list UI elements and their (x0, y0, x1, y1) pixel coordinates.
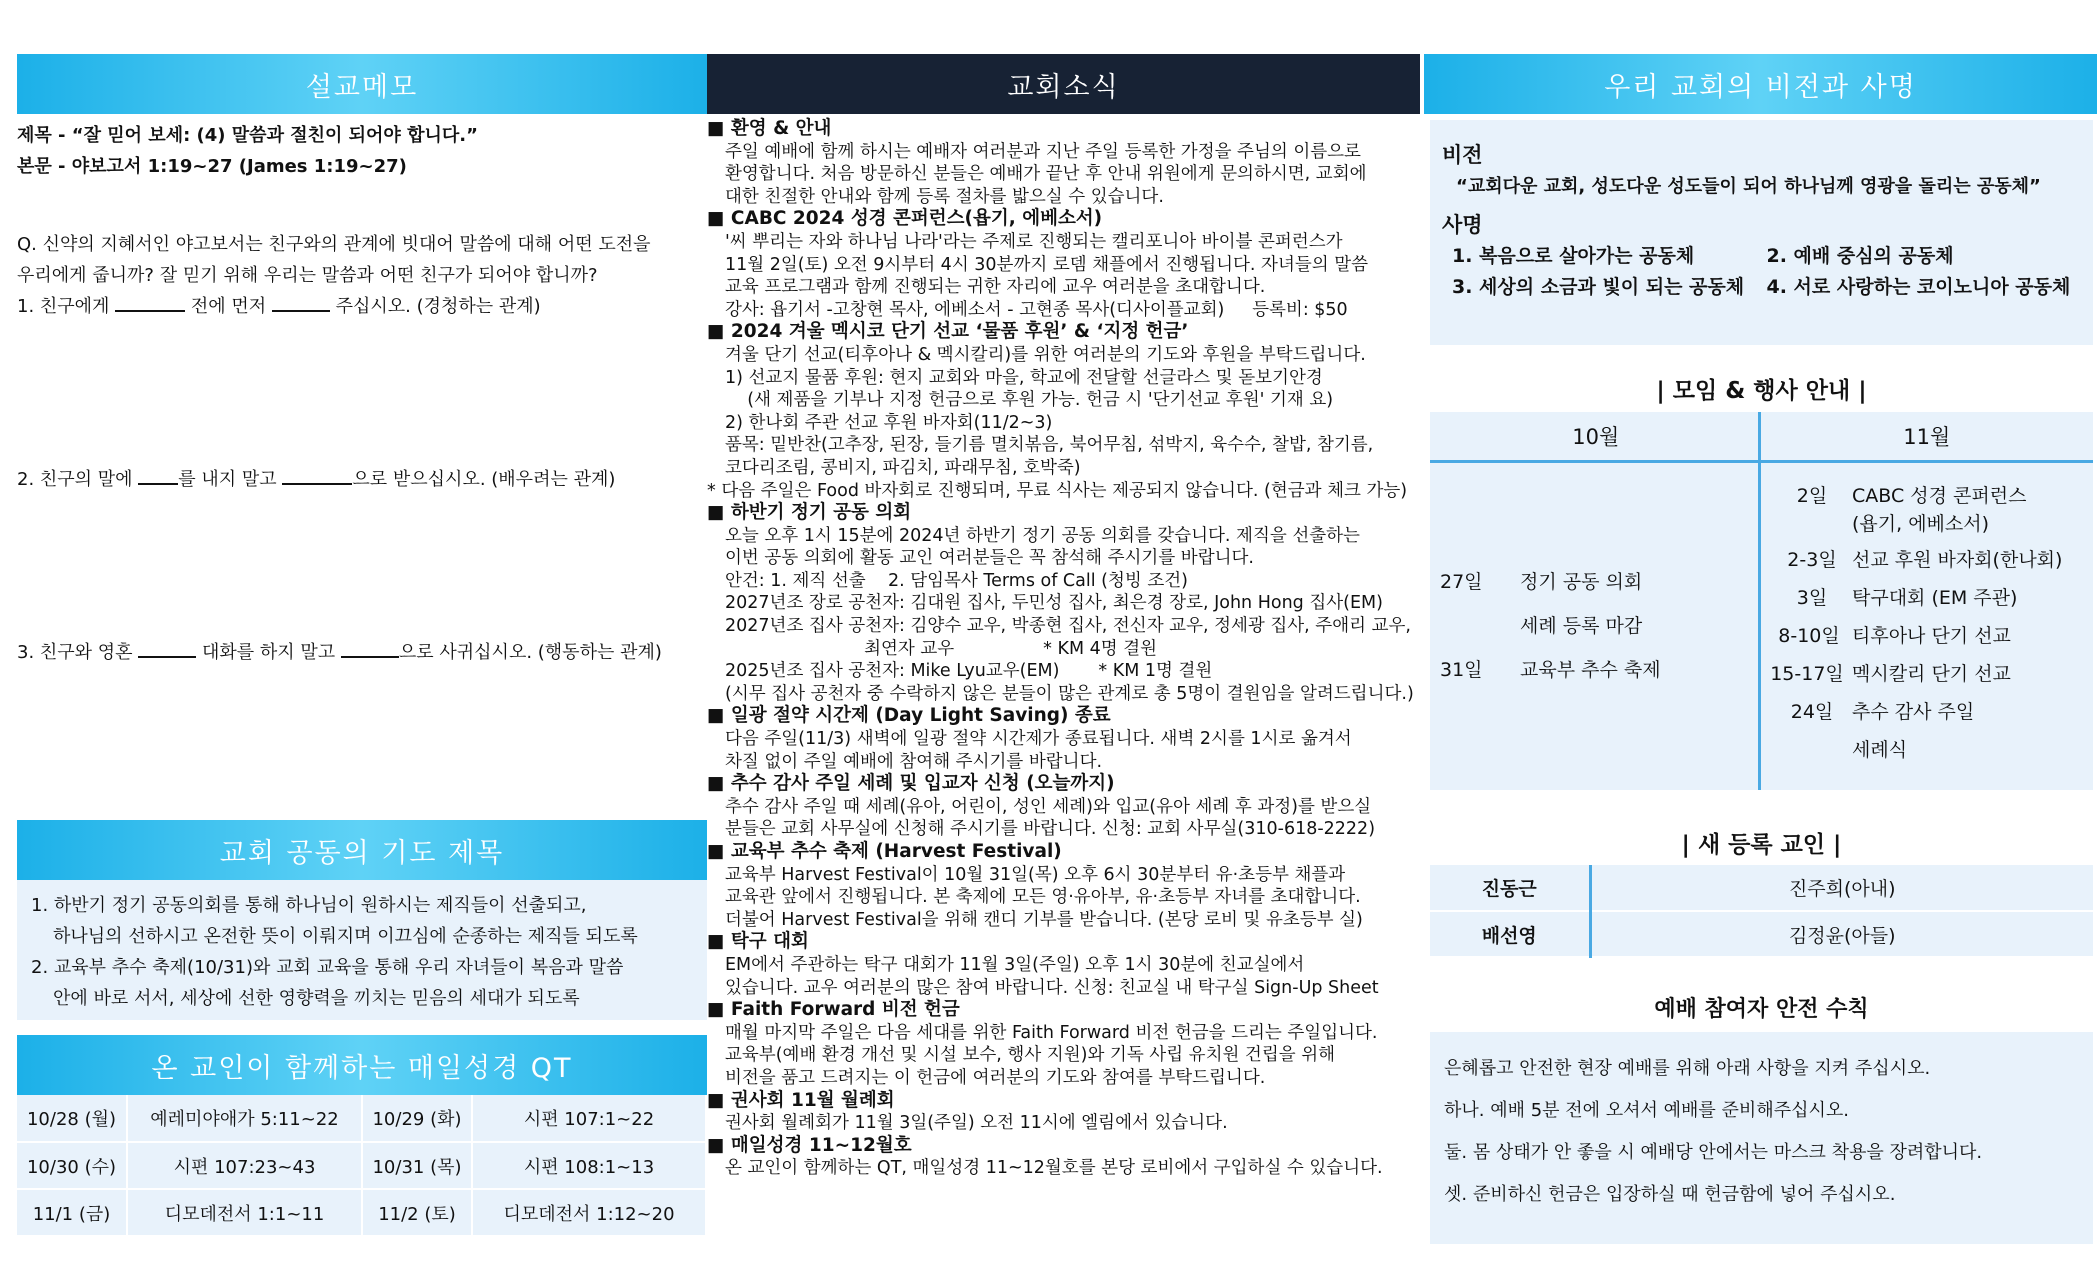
prayer-header: 교회 공동의 기도 제목 (17, 820, 707, 880)
table-row: 10/30 (수) 시편 107:23~43 10/31 (목) 시편 108:1~13 (17, 1142, 706, 1189)
table-row: 배선영 김정윤(아들) (1430, 911, 2093, 957)
vision-header: 우리 교회의 비전과 사명 (1424, 54, 2097, 114)
event-row: 세례식 (1852, 739, 1908, 761)
point-2: 2. 친구의 말에 를 내지 말고 으로 받으십시오. (배우려는 관계) (17, 469, 616, 490)
sermon-memo (17, 120, 707, 668)
news-item: ■ Faith Forward 비전 헌금 매월 마지막 주일은 다음 세대를 위한 Faith Forward 비전 헌금을 드리는 주일입니다. 교육부(예배 환경 개선 및 시설 보수, 행사 지원)와 기독 사립 유치원 건립을 위해 비전을 품고 드려지는 이 헌금에 여러분의 기도와 참여를 부탁드립니다. (707, 999, 1420, 1089)
event-row: 27일 정기 공동 의회 (1440, 571, 1643, 593)
safety-line: 셋. 준비하신 헌금은 입장하실 때 헌금함에 넣어 주십시오. (1444, 1184, 1896, 1205)
safety-title: 예배 참여자 안전 수칙 (1654, 997, 1869, 1022)
event-row: (욥기, 에베소서) (1852, 513, 1990, 535)
point-3: 3. 친구와 영혼 대화를 하지 말고 으로 사귀십시오. (행동하는 관계) (17, 642, 662, 663)
news-item: ■ 하반기 정기 공동 의회 오늘 오후 1시 15분에 2024년 하반기 정기 공동 의회를 갖습니다. 제직을 선출하는 이번 공동 의회에 활동 교인 여러분들은 꼭 참석해 주시기를 바랍니다. 안건: 1. 제직 선출 2. 담임목사 Terms of Call (청빙 조건) 2027년조 장로 공천자: 김대원 집사, 두민성 집사, 최은경 장로, John Hong 집사(EM) 2027년조 집사 공천자: 김양수 교우, 박종현 집사, 전신자 교우, 정세광 집사, 주애리 교우, 최연자 교우 * KM 4명 결원 2025년조 집사 공천자: Mike Lyu교우(EM) * KM 1명 결원 (시무 집사 공천자 중 수락하지 않은 분들이 많은 관계로 총 5명이 결원임을 알려드립니다.) (707, 502, 1420, 705)
qt-box (17, 1035, 707, 1237)
news-item: ■ CABC 2024 성경 콘퍼런스(욥기, 에베소서) '씨 뿌리는 자와 하나님 나라'라는 주제로 진행되는 캘리포니아 바이블 콘퍼런스가 11월 2일(토) 오전 9시부터 4시 30분까지 로뎀 채플에서 진행됩니다. 자녀들의 말씀 교육 프로그램과 함께 진행되는 귀한 자리에 교우 여러분을 초대합니다. 강사: 욥기서 -고창현 목사, 에베소서 - 고현종 목사(디사이플교회) 등록비: $50 (707, 208, 1420, 321)
table-row: 11/1 (금) 디모데전서 1:1~11 11/2 (토) 디모데전서 1:12~20 (17, 1189, 706, 1236)
event-row: 31일 교육부 추수 축제 (1440, 659, 1661, 681)
safety-line: 하나. 예배 5분 전에 오셔서 예배를 준비해주십시오. (1444, 1100, 1849, 1121)
qt-header: 온 교인이 함께하는 매일성경 QT (17, 1035, 707, 1095)
events-title: | 모임 & 행사 안내 | (1656, 378, 1867, 404)
event-row: 8-10일 티후아나 단기 선교 (1778, 625, 2011, 647)
news-item: ■ 일광 절약 시간제 (Day Light Saving) 종료 다음 주일(11/3) 새벽에 일광 절약 시간제가 종료됩니다. 새벽 2시를 1시로 옮겨서 차질 없이 주일 예배에 참여해 주시기를 바랍니다. (707, 705, 1420, 773)
event-row: 24일 추수 감사 주일 (1790, 701, 1975, 723)
news-item: ■ 추수 감사 주일 세례 및 입교자 신청 (오늘까지) 추수 감사 주일 때 세례(유아, 어린이, 성인 세례)와 입교(유아 세례 후 과정)를 받으실 분들은 교회 사무실에 신청해 주시기를 바랍니다. 신청: 교회 사무실(310-618-2222) (707, 773, 1420, 841)
mission-item: 1. 복음으로 살아가는 공동체 (1452, 245, 1695, 267)
prayer-box (17, 820, 707, 1020)
event-row: 3일 탁구대회 (EM 주관) (1796, 587, 2018, 609)
prayer-item: 2. 교육부 추수 축제(10/31)와 교회 교육을 통해 우리 자녀들이 복음과 말씀 (31, 957, 624, 978)
mission-label: 사명 (1442, 213, 1483, 237)
question-line-1: Q. 신약의 지혜서인 야고보서는 친구와의 관계에 빗대어 말씀에 대해 어떤 도전을 (17, 234, 651, 255)
vision-label: 비전 (1442, 143, 1483, 167)
news-item: ■ 2024 겨울 멕시코 단기 선교 ‘물품 후원’ & ‘지정 헌금’ 겨울 단기 선교(티후아나 & 멕시칼리)를 위한 여러분의 기도와 후원을 부탁드립니다. 1) 선교지 물품 후원: 현지 교회와 마을, 학교에 전달할 선글라스 및 돋보기안경 (새 제품을 기부나 지정 헌금으로 후원 가능. 헌금 시 '단기선교 후원' 기재 요) 2) 한나회 주관 선교 후원 바자회(11/2~3) 품목: 밑반찬(고추장, 된장, 들기름 멸치볶음, 북어무침, 섞박지, 육수수, 찰밥, 참기름, 코다리조림, 콩비지, 파김치, 파래무침, 호박죽) (707, 321, 1420, 479)
sermon-header: 설교메모 (17, 54, 707, 114)
vision-text: “교회다운 교회, 성도다운 성도들이 되어 하나님께 영광을 돌리는 공동체” (1456, 176, 2041, 197)
qt-table (17, 1095, 707, 1237)
prayer-list (17, 880, 707, 1024)
table-row: 진동근 진주희(아내) (1430, 865, 2093, 911)
event-row: 2일 CABC 성경 콘퍼런스 (1796, 485, 2027, 507)
news-item: ■ 권사회 11월 월례회 권사회 월례회가 11월 3일(주일) 오전 11시에 엘림에서 있습니다. (707, 1090, 1420, 1135)
question-line-2: 우리에게 줍니까? 잘 믿기 위해 우리는 말씀과 어떤 친구가 되어야 합니까? (17, 265, 598, 286)
prayer-item: 1. 하반기 정기 공동의회를 통해 하나님이 원하시는 제직들이 선출되고, (31, 895, 587, 916)
news-list (707, 118, 1420, 1180)
news-header: 교회소식 (707, 54, 1420, 114)
mission-item: 4. 서로 사랑하는 코이노니아 공동체 (1766, 276, 2071, 298)
november-header: 11월 (1903, 425, 1951, 449)
newmem-table (1430, 865, 2093, 958)
sermon-title: 제목 - “잘 믿어 보세: (4) 말씀과 절친이 되어야 합니다.” (17, 125, 478, 146)
event-row: 2-3일 선교 후원 바자회(한나회) (1787, 549, 2063, 571)
october-header: 10월 (1572, 425, 1620, 449)
newmem-title: | 새 등록 교인 | (1681, 832, 1842, 858)
news-note: * 다음 주일은 Food 바자회로 진행되며, 무료 식사는 제공되지 않습니다. (현금과 체크 가능) (707, 480, 1408, 501)
news-item: ■ 환영 & 안내 주일 예배에 함께 하시는 예배자 여러분과 지난 주일 등록한 가정을 주님의 이름으로 환영합니다. 처음 방문하신 분들은 예배가 끝난 후 안내 위원에게 문의하시면, 교회에 대한 친절한 안내와 함께 등록 절차를 밟으실 수 있습니다. (707, 118, 1420, 208)
news-item: ■ 매일성경 11~12월호 온 교인이 함께하는 QT, 매일성경 11~12월호를 본당 로비에서 구입하실 수 있습니다. (707, 1135, 1420, 1180)
news-item: ■ 교육부 추수 축제 (Harvest Festival) 교육부 Harvest Festival이 10월 31일(목) 오후 6시 30분부터 유·초등부 채플과 교육관 앞에서 진행됩니다. 본 축제에 모든 영·유아부, 유·초등부 자녀를 초대합니다. 더불어 Harvest Festival을 위해 캔디 기부를 받습니다. (본당 로비 및 유초등부 실) (707, 841, 1420, 931)
mission-list (1442, 241, 2081, 303)
safety-line: 은혜롭고 안전한 현장 예배를 위해 아래 사항을 지켜 주십시오. (1444, 1058, 1931, 1079)
vision-box (1430, 120, 2093, 345)
divider (1758, 412, 1761, 790)
events-table (1430, 412, 2093, 790)
sermon-text: 본문 - 야보고서 1:19~27 (James 1:19~27) (17, 156, 407, 177)
mission-item: 2. 예배 중심의 공동체 (1766, 245, 1954, 267)
safety-line: 둘. 몸 상태가 안 좋을 시 예배당 안에서는 마스크 착용을 장려합니다. (1444, 1142, 1983, 1163)
safety-box (1430, 1032, 2093, 1244)
divider (1430, 460, 2093, 463)
prayer-item: 하나님의 선하시고 온전한 뜻이 이뤄지며 이끄심에 순종하는 제직들 되도록 (53, 926, 638, 947)
table-row: 10/28 (월) 예레미야애가 5:11~22 10/29 (화) 시편 107:1~22 (17, 1095, 706, 1142)
event-row: 세례 등록 마감 (1520, 615, 1643, 637)
prayer-item: 안에 바로 서서, 세상에 선한 영향력을 끼치는 믿음의 세대가 되도록 (53, 988, 580, 1009)
news-item: ■ 탁구 대회 EM에서 주관하는 탁구 대회가 11월 3일(주일) 오후 1시 30분에 친교실에서 있습니다. 교우 여러분의 많은 참여 바랍니다. 신청: 친교실 내 탁구실 Sign-Up Sheet (707, 931, 1420, 999)
mission-item: 3. 세상의 소금과 빛이 되는 공동체 (1452, 276, 1745, 298)
point-1: 1. 친구에게 전에 먼저 주십시오. (경청하는 관계) (17, 296, 541, 317)
event-row: 15-17일 멕시칼리 단기 선교 (1770, 663, 2011, 685)
